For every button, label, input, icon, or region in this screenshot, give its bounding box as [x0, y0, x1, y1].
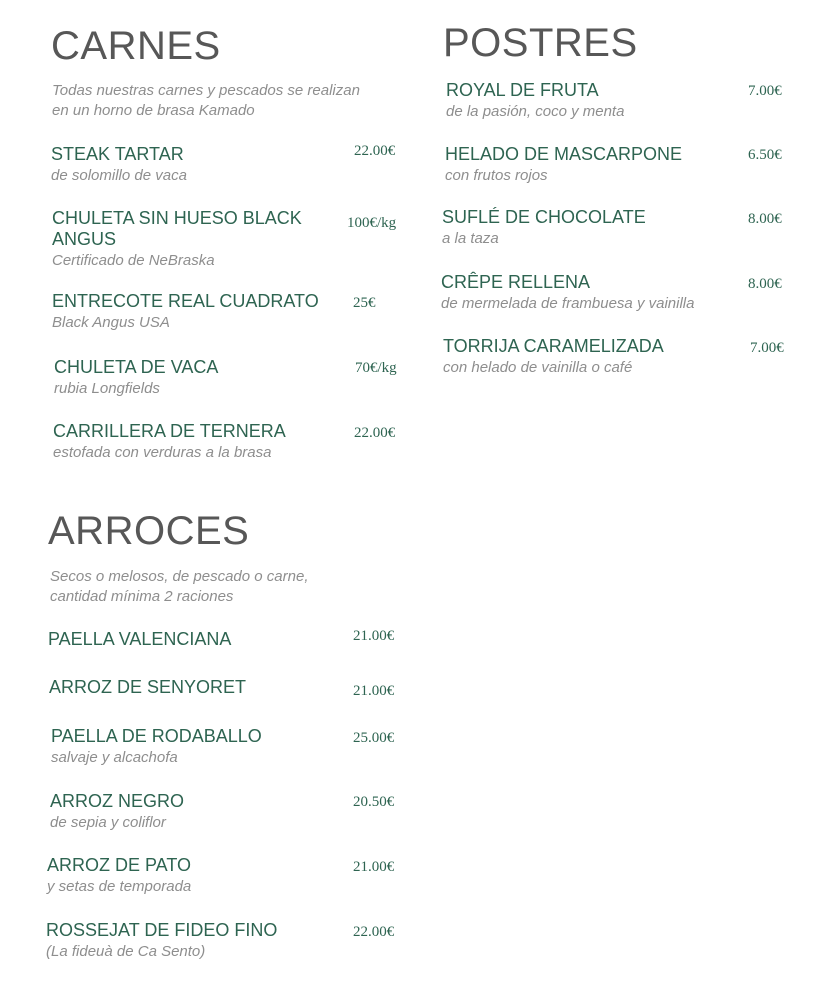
dish-price: 7.00€ — [750, 340, 784, 356]
dish-name: ROYAL DE FRUTA — [446, 80, 599, 100]
note-line: en un horno de brasa Kamado — [52, 102, 255, 119]
dish-description: a la taza — [442, 230, 499, 247]
dish-price: 21.00€ — [353, 683, 395, 699]
note-line: cantidad mínima 2 raciones — [50, 588, 234, 605]
dish-name: CHULETA DE VACA — [54, 357, 219, 377]
dish-price: 21.00€ — [353, 628, 395, 644]
dish-price: 22.00€ — [353, 924, 395, 940]
dish-price: 6.50€ — [748, 147, 782, 163]
dish-name: CRÊPE RELLENA — [441, 272, 591, 292]
menu-item-torrija-caramelizada — [443, 336, 733, 377]
section-title-carnes: CARNES — [51, 24, 221, 68]
menu-item-steak-tartar — [51, 144, 331, 185]
dish-price: 22.00€ — [354, 143, 396, 159]
menu-item-chuleta-sin-hueso — [52, 208, 320, 270]
menu-item-chuleta-de-vaca — [54, 357, 334, 398]
dish-name: TORRIJA CARAMELIZADA — [443, 336, 664, 356]
menu-item-helado-de-mascarpone — [445, 144, 735, 185]
dish-name: ENTRECOTE REAL CUADRATO — [52, 291, 319, 311]
menu-item-entrecote — [52, 291, 332, 332]
dish-price: 25.00€ — [353, 730, 395, 746]
dish-description: con frutos rojos — [445, 167, 548, 184]
note-line: Todas nuestras carnes y pescados se realizan — [52, 82, 360, 99]
dish-description: de sepia y coliflor — [50, 814, 166, 831]
dish-name: PAELLA VALENCIANA — [48, 629, 232, 649]
dish-price: 21.00€ — [353, 859, 395, 875]
menu-item-arroz-de-pato — [47, 855, 327, 896]
dish-description: y setas de temporada — [47, 878, 192, 895]
menu-item-arroz-de-senyoret — [49, 677, 329, 698]
dish-description: Black Angus USA — [52, 314, 170, 331]
dish-description: de solomillo de vaca — [51, 167, 187, 184]
menu-item-crepe-rellena — [441, 272, 731, 313]
dish-name: ARROZ DE PATO — [47, 855, 192, 875]
dish-price: 70€/kg — [355, 360, 397, 376]
dish-name: CARRILLERA DE TERNERA — [53, 421, 286, 441]
dish-price: 100€/kg — [347, 215, 397, 231]
menu-item-royal-de-fruta — [446, 80, 736, 121]
dish-price: 7.00€ — [748, 83, 782, 99]
dish-description: (La fideuà de Ca Sento) — [46, 943, 206, 960]
dish-description: Certificado de NeBraska — [52, 252, 215, 269]
dish-price: 8.00€ — [748, 211, 782, 227]
dish-description: rubia Longfields — [54, 380, 160, 397]
dish-name: HELADO DE MASCARPONE — [445, 144, 683, 164]
dish-name: ARROZ NEGRO — [50, 791, 185, 811]
dish-name: ROSSEJAT DE FIDEO FINO — [46, 920, 278, 940]
menu-item-paella-de-rodaballo — [51, 726, 331, 767]
menu-item-sufle-de-chocolate — [442, 207, 732, 248]
dish-name: SUFLÉ DE CHOCOLATE — [442, 207, 646, 227]
section-title-arroces: ARROCES — [48, 509, 250, 553]
dish-name: CHULETA SIN HUESO BLACK ANGUS — [52, 208, 302, 249]
section-note-arroces — [50, 567, 309, 607]
menu-item-arroz-negro — [50, 791, 330, 832]
dish-name: PAELLA DE RODABALLO — [51, 726, 262, 746]
menu-item-paella-valenciana — [48, 629, 328, 650]
dish-description: con helado de vainilla o café — [443, 359, 633, 376]
dish-name: STEAK TARTAR — [51, 144, 184, 164]
menu-item-carrillera — [53, 421, 333, 462]
section-note-carnes — [52, 81, 360, 121]
dish-description: de mermelada de frambuesa y vainilla — [441, 295, 695, 312]
note-line: Secos o melosos, de pescado o carne, — [50, 568, 309, 585]
dish-name: ARROZ DE SENYORET — [49, 677, 247, 697]
dish-price: 8.00€ — [748, 276, 782, 292]
section-title-postres: POSTRES — [443, 21, 638, 65]
dish-price: 20.50€ — [353, 794, 395, 810]
dish-description: estofada con verduras a la brasa — [53, 444, 272, 461]
dish-description: de la pasión, coco y menta — [446, 103, 625, 120]
dish-price: 22.00€ — [354, 425, 396, 441]
menu-item-rossejat — [46, 920, 326, 961]
dish-description: salvaje y alcachofa — [51, 749, 178, 766]
dish-price: 25€ — [353, 295, 376, 311]
